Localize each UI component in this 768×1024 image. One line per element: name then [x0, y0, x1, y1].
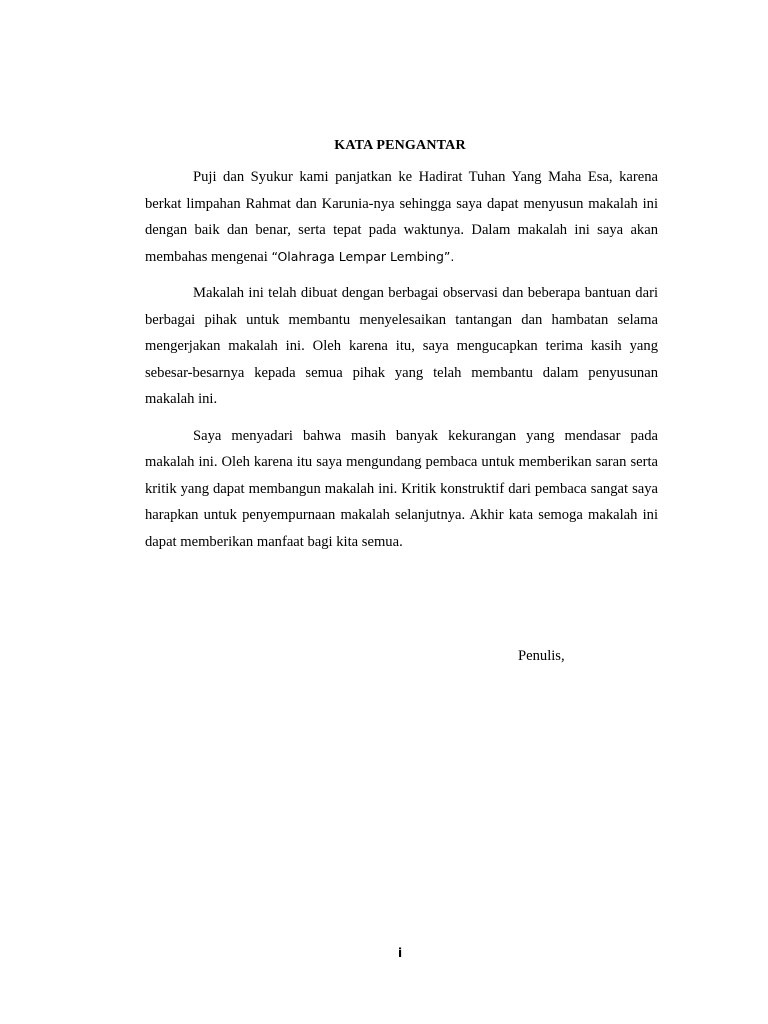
paragraph-1-after: .	[450, 248, 455, 264]
document-body	[145, 164, 658, 565]
paragraph-1-text: Puji dan Syukur kami panjatkan ke Hadirat Tuhan Yang Maha Esa, karena berkat limpahan Rahmat dan Karunia-nya sehingga saya dapat menyusun makalah ini dengan baik dan benar, serta tepat pada waktunya. Dalam makalah ini saya akan membahas mengenai	[145, 169, 658, 265]
paragraph-1	[145, 164, 658, 270]
paragraph-2: Makalah ini telah dibuat dengan berbagai observasi dan beberapa bantuan dari berbagai pihak untuk membantu menyelesaikan tantangan dan hambatan selama mengerjakan makalah ini. Oleh karena itu, saya mengucapkan terima kasih yang sebesar-besarnya kepada semua pihak yang telah membantu dalam penyusunan makalah ini.	[145, 285, 658, 407]
page-title: KATA PENGANTAR	[334, 138, 466, 153]
paragraph-3: Saya menyadari bahwa masih banyak kekurangan yang mendasar pada makalah ini. Oleh karena itu saya mengundang pembaca untuk memberikan saran serta kritik yang dapat membangun makalah ini. Kritik konstruktif dari pembaca sangat saya harapkan untuk penyempurnaan makalah selanjutnya. Akhir kata semoga makalah ini dapat memberikan manfaat bagi kita semua.	[145, 427, 658, 550]
paragraph-1-quote: “Olahraga Lempar Lembing”	[271, 248, 451, 264]
signature: Penulis,	[518, 648, 565, 664]
page-number: i	[397, 946, 403, 960]
